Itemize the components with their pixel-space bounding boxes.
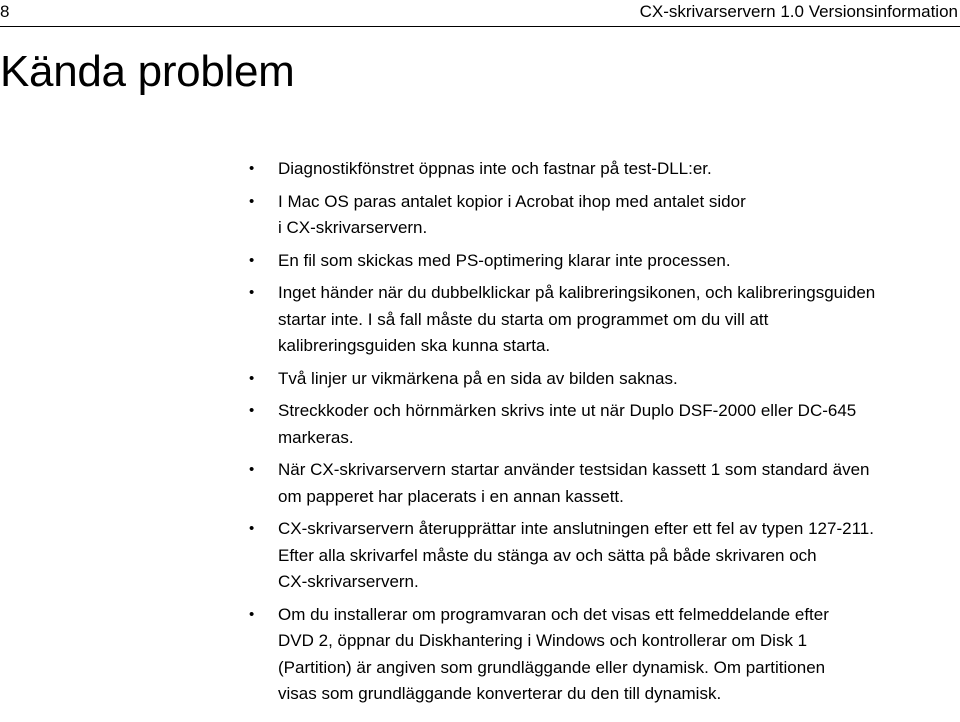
issue-text-line: CX-skrivarservern. — [278, 572, 419, 591]
issue-text-line: (Partition) är angiven som grundläggande eller dynamisk. Om partitionen — [278, 657, 826, 677]
issue-text-line: CX-skrivarservern återupprättar inte anslutningen efter ett fel av typen 127-211. — [278, 519, 874, 538]
running-title: CX-skrivarservern 1.0 Versionsinformation — [639, 2, 958, 21]
issue-item — [0, 457, 960, 510]
bullet-icon: • — [249, 284, 255, 301]
issue-text-line: Om du installerar om programvaran och det visas ett felmeddelande efter — [278, 604, 829, 624]
issue-text-line: Streckkoder och hörnmärken skrivs inte ut när Duplo DSF-2000 eller DC-645 — [278, 401, 857, 420]
issue-item — [0, 602, 960, 708]
issue-item — [0, 156, 960, 183]
bullet-icon: • — [249, 605, 255, 623]
issue-text-line: kalibreringsguiden ska kunna starta. — [278, 336, 551, 355]
issue-item — [0, 516, 960, 596]
bullet-icon: • — [249, 160, 255, 177]
issue-item — [0, 189, 960, 242]
bullet-icon: • — [249, 402, 255, 419]
known-issues-list — [0, 156, 960, 714]
issue-item — [0, 280, 960, 360]
issue-item — [0, 398, 960, 451]
bullet-icon: • — [249, 369, 255, 387]
issue-text-line: om papperet har placerats i en annan kassett. — [278, 486, 624, 506]
bullet-icon: • — [249, 461, 255, 478]
issue-text-line: visas som grundläggande konverterar du den till dynamisk. — [278, 684, 722, 703]
issue-item — [0, 366, 960, 393]
issue-text-line: Efter alla skrivarfel måste du stänga av och sätta på både skrivaren och — [278, 545, 817, 565]
page-number: 8 — [0, 2, 10, 21]
issue-text-line: I Mac OS paras antalet kopior i Acrobat ihop med antalet sidor — [278, 191, 746, 211]
issue-text-line: startar inte. I så fall måste du starta om programmet om du vill att — [278, 309, 769, 329]
page-title: Kända problem — [0, 47, 295, 96]
bullet-icon: • — [249, 192, 255, 210]
issue-text-line: Två linjer ur vikmärkena på en sida av bilden saknas. — [278, 368, 678, 388]
issue-text-line: i CX-skrivarservern. — [278, 218, 428, 237]
bullet-icon: • — [249, 251, 255, 269]
issue-text-line: En fil som skickas med PS-optimering klarar inte processen. — [278, 250, 731, 270]
issue-text-line: DVD 2, öppnar du Diskhantering i Windows och kontrollerar om Disk 1 — [278, 631, 808, 650]
issue-text-line: Inget händer när du dubbelklickar på kalibreringsikonen, och kalibreringsguiden — [278, 283, 876, 302]
issue-text-line: När CX-skrivarservern startar använder testsidan kassett 1 som standard även — [278, 460, 870, 479]
issue-text-line: markeras. — [278, 427, 354, 447]
page-header — [0, 0, 960, 26]
bullet-icon: • — [249, 520, 255, 537]
issue-item — [0, 248, 960, 275]
issue-text-line: Diagnostikfönstret öppnas inte och fastnar på test-DLL:er. — [278, 159, 712, 178]
header-rule — [0, 26, 960, 27]
